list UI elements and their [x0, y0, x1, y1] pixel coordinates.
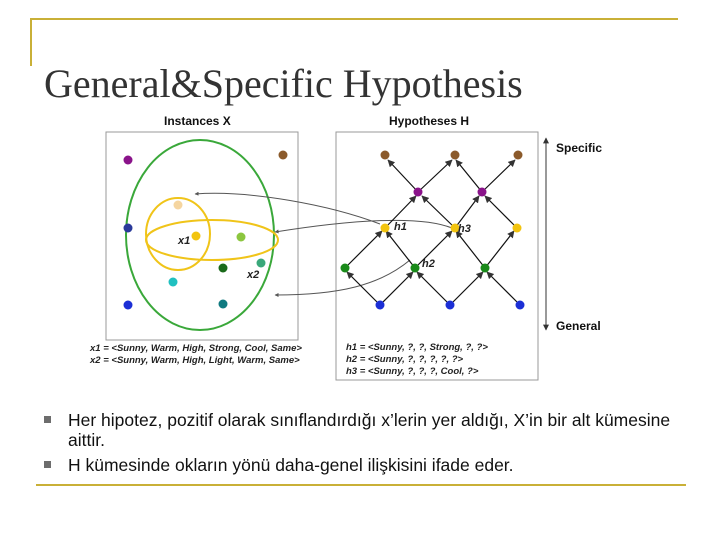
mapping-arrow-h3: [275, 220, 452, 232]
bullet-item: [44, 410, 684, 450]
bottom-rule: [36, 484, 686, 486]
h3-definition: h3 = <Sunny, ?, ?, ?, Cool, ?>: [346, 366, 479, 377]
instance-point: [124, 156, 133, 165]
hypothesis-node: [481, 264, 490, 273]
h1-definition: h1 = <Sunny, ?, ?, Strong, ?, ?>: [346, 342, 488, 353]
specific-label: Specific: [556, 141, 603, 155]
hypotheses-title: Hypotheses H: [389, 114, 470, 128]
h2-label: h2: [422, 258, 435, 270]
h3-region-ellipse: [146, 220, 278, 260]
lattice-edges: [345, 160, 520, 305]
hypothesis-node: [376, 301, 385, 310]
hypothesis-diagram: [80, 110, 640, 385]
h1-label: h1: [394, 221, 407, 233]
bullet-item: [44, 455, 684, 475]
instances-title: Instances X: [164, 114, 231, 128]
hypothesis-node: [451, 151, 460, 160]
instance-point: [237, 233, 246, 242]
hypothesis-node: [516, 301, 525, 310]
bullet-square-icon: [44, 416, 51, 423]
x2-label: x2: [247, 269, 260, 281]
bullet-text: H kümesinde okların yönü daha-genel ilişkisini ifade eder.: [68, 455, 514, 475]
instance-point: [124, 301, 133, 310]
instance-point: [174, 201, 183, 210]
bullet-text: Her hipotez, pozitif olarak sınıflandırdığı x’lerin yer aldığı, X’in bir alt kümesine aittir.: [68, 410, 671, 450]
hypothesis-node: [341, 264, 350, 273]
x1-definition: x1 = <Sunny, Warm, High, Strong, Cool, Same>: [90, 343, 302, 354]
slide-title: General&Specific Hypothesis: [44, 61, 523, 106]
instance-point: [124, 224, 133, 233]
h2-definition: h2 = <Sunny, ?, ?, ?, ?, ?>: [346, 354, 464, 365]
instance-point: [257, 259, 266, 268]
x2-definition: x2 = <Sunny, Warm, High, Light, Warm, Same>: [90, 355, 300, 366]
hypothesis-node: [446, 301, 455, 310]
hypothesis-node-h1: [381, 224, 390, 233]
bullet-square-icon: [44, 461, 51, 468]
h3-label: h3: [458, 223, 471, 235]
instance-point: [169, 278, 178, 287]
corner-rule-vertical: [30, 18, 32, 66]
instance-point-x2: [219, 264, 228, 273]
hypothesis-node: [381, 151, 390, 160]
x1-label: x1: [178, 235, 191, 247]
general-label: General: [556, 319, 601, 333]
bullet-list: [44, 410, 684, 480]
corner-rule-horizontal: [30, 18, 678, 20]
instance-point: [219, 300, 228, 309]
hypothesis-node-h2: [411, 264, 420, 273]
hypothesis-node: [513, 224, 522, 233]
instance-point-x1: [192, 232, 201, 241]
instances-panel: [106, 132, 298, 340]
hypothesis-node: [478, 188, 487, 197]
hypothesis-node: [414, 188, 423, 197]
hypothesis-node: [514, 151, 523, 160]
instance-point: [279, 151, 288, 160]
